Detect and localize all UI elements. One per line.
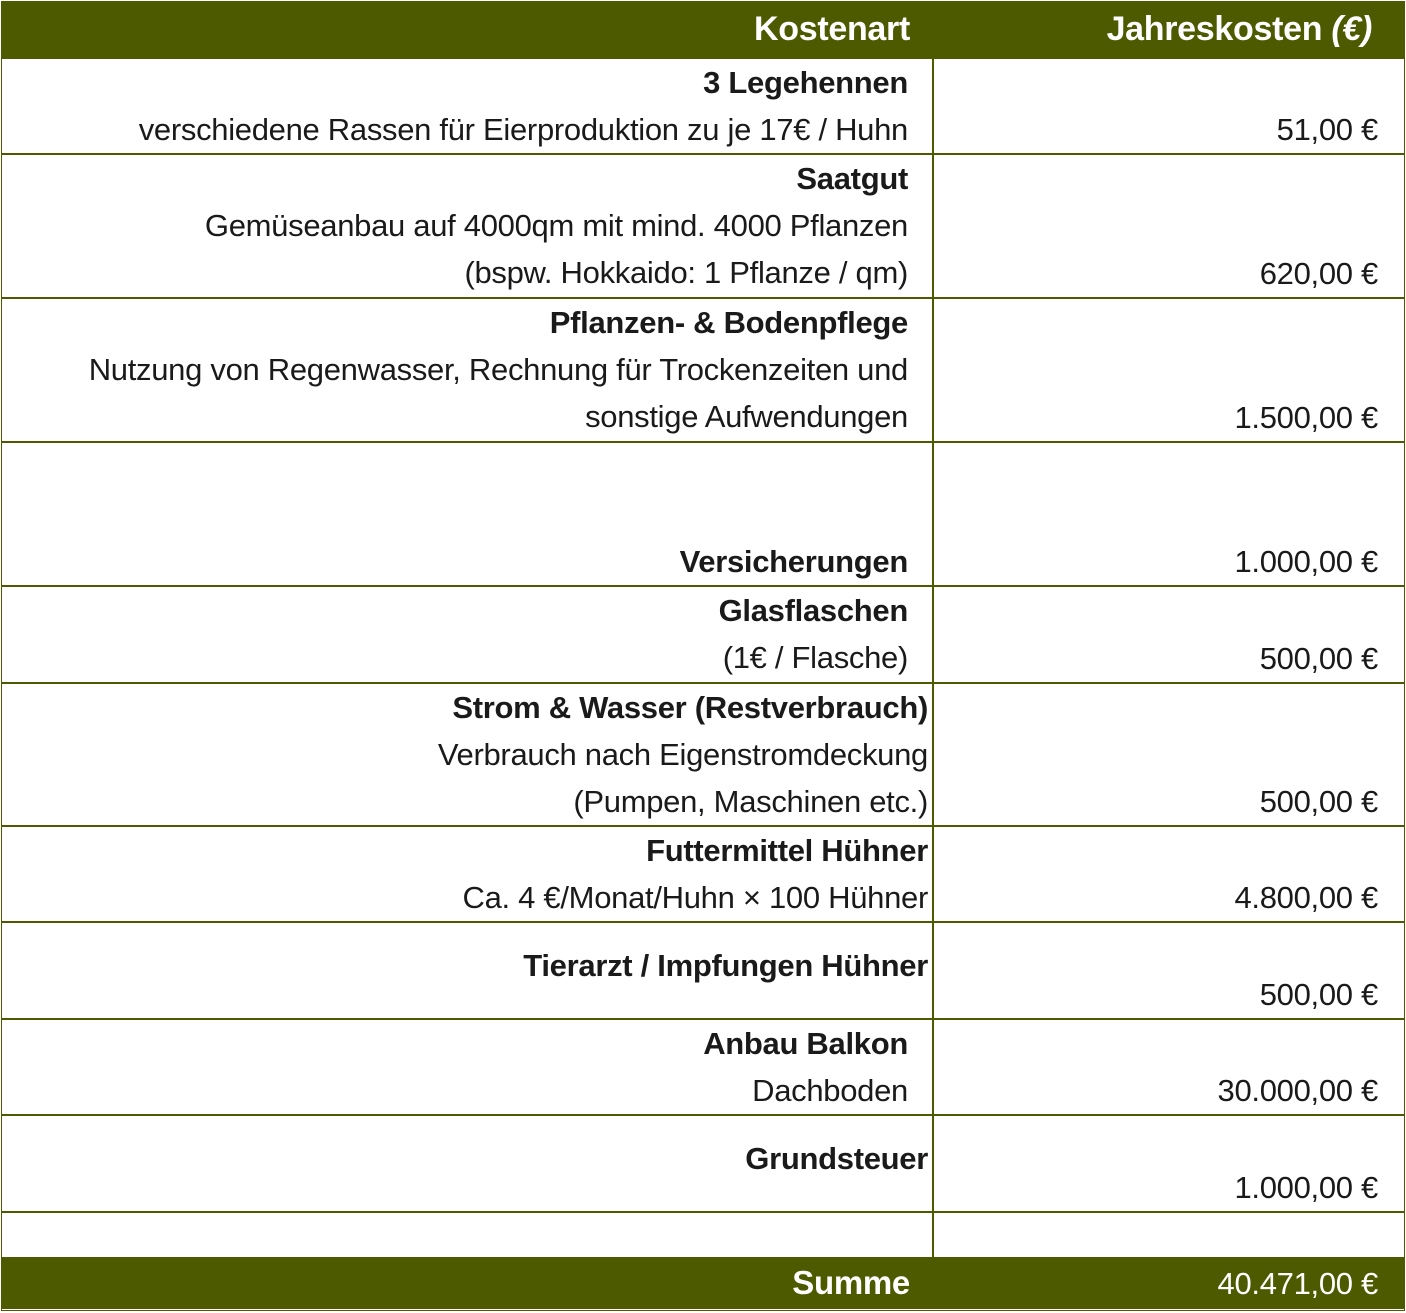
row-amount: 4.800,00 € bbox=[1234, 880, 1378, 915]
row-title: Grundsteuer bbox=[745, 1141, 928, 1176]
row-amount: 500,00 € bbox=[1259, 784, 1378, 819]
amount-cell bbox=[934, 299, 1404, 441]
amount-cell bbox=[934, 684, 1404, 825]
cost-type-cell bbox=[2, 59, 934, 153]
cost-type-cell bbox=[2, 827, 934, 921]
cost-type-cell bbox=[2, 684, 934, 825]
row-title: Futtermittel Hühner bbox=[646, 833, 928, 868]
header-cell-kostenart bbox=[2, 2, 934, 57]
row-amount: 1.000,00 € bbox=[1234, 544, 1378, 579]
cost-type-cell bbox=[2, 299, 934, 441]
table-row bbox=[2, 299, 1404, 443]
row-amount: 1.500,00 € bbox=[1234, 400, 1378, 435]
amount-cell bbox=[934, 827, 1404, 921]
header-cell-jahreskosten bbox=[934, 2, 1404, 57]
table-row bbox=[2, 587, 1404, 684]
row-detail: (Pumpen, Maschinen etc.) bbox=[573, 784, 928, 819]
footer-label-cell bbox=[2, 1259, 934, 1309]
row-amount: 500,00 € bbox=[1259, 641, 1378, 676]
table-header bbox=[2, 2, 1404, 59]
table-row bbox=[2, 1020, 1404, 1116]
row-amount: 1.000,00 € bbox=[1234, 1170, 1378, 1205]
amount-cell bbox=[934, 155, 1404, 297]
amount-cell bbox=[934, 587, 1404, 682]
cost-type-cell bbox=[2, 1020, 934, 1114]
table-row bbox=[2, 155, 1404, 299]
row-detail: Verbrauch nach Eigenstromdeckung bbox=[437, 737, 928, 772]
cost-type-cell bbox=[2, 923, 934, 1018]
row-amount: 30.000,00 € bbox=[1217, 1073, 1378, 1108]
amount-cell bbox=[934, 1020, 1404, 1114]
row-title: Tierarzt / Impfungen Hühner bbox=[523, 948, 928, 983]
amount-cell bbox=[934, 923, 1404, 1018]
row-detail: sonstige Aufwendungen bbox=[585, 399, 908, 434]
header-unit: (€) bbox=[1331, 10, 1372, 48]
row-detail: Nutzung von Regenwasser, Rechnung für Trockenzeiten und bbox=[88, 352, 908, 387]
row-title: Anbau Balkon bbox=[703, 1026, 908, 1061]
total-amount: 40.471,00 € bbox=[1217, 1266, 1378, 1301]
row-detail: Gemüseanbau auf 4000qm mit mind. 4000 Pflanzen bbox=[204, 208, 908, 243]
row-amount: 500,00 € bbox=[1259, 977, 1378, 1012]
table-row bbox=[2, 684, 1404, 827]
cost-type-cell bbox=[2, 155, 934, 297]
empty-cell bbox=[2, 1213, 934, 1257]
cost-table bbox=[1, 1, 1405, 1311]
row-title: Glasflaschen bbox=[718, 593, 908, 628]
row-amount: 620,00 € bbox=[1259, 256, 1378, 291]
row-title: Strom & Wasser (Restverbrauch) bbox=[452, 690, 928, 725]
row-detail: (1€ / Flasche) bbox=[722, 640, 908, 675]
cost-type-cell bbox=[2, 1116, 934, 1211]
footer-amount-cell bbox=[934, 1259, 1404, 1309]
cost-type-cell bbox=[2, 443, 934, 585]
cost-type-cell bbox=[2, 587, 934, 682]
empty-row bbox=[2, 1213, 1404, 1259]
row-detail: (bspw. Hokkaido: 1 Pflanze / qm) bbox=[464, 255, 908, 290]
table-row bbox=[2, 827, 1404, 923]
row-title: Pflanzen- & Bodenpflege bbox=[549, 305, 908, 340]
row-detail: Dachboden bbox=[752, 1073, 908, 1108]
table-row bbox=[2, 1116, 1404, 1213]
row-amount: 51,00 € bbox=[1276, 112, 1378, 147]
header-label-kostenart: Kostenart bbox=[754, 10, 910, 48]
table-row bbox=[2, 443, 1404, 587]
row-detail: Ca. 4 €/Monat/Huhn × 100 Hühner bbox=[462, 880, 928, 915]
table-row bbox=[2, 59, 1404, 155]
amount-cell bbox=[934, 443, 1404, 585]
total-label: Summe bbox=[792, 1264, 910, 1301]
table-footer bbox=[2, 1259, 1404, 1309]
row-title: 3 Legehennen bbox=[703, 65, 908, 100]
amount-cell bbox=[934, 59, 1404, 153]
row-title: Saatgut bbox=[796, 161, 908, 196]
table-row bbox=[2, 923, 1404, 1020]
amount-cell bbox=[934, 1116, 1404, 1211]
header-jahreskosten-text: Jahreskosten bbox=[1106, 10, 1323, 48]
header-label-jahreskosten bbox=[1107, 2, 1372, 57]
empty-cell bbox=[934, 1213, 1404, 1257]
row-detail: verschiedene Rassen für Eierproduktion zu je 17€ / Huhn bbox=[138, 112, 908, 147]
row-title: Versicherungen bbox=[679, 544, 908, 579]
